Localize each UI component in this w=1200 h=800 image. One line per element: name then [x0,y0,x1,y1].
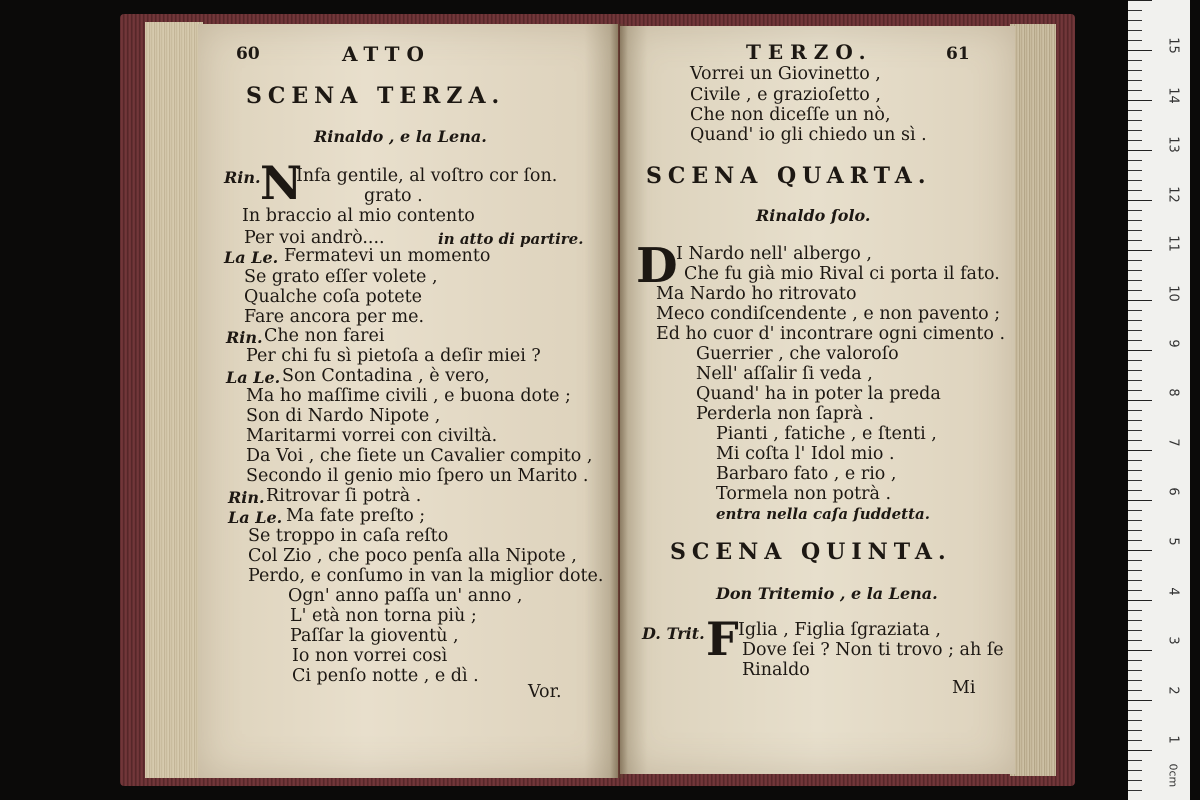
verse-line: Io non vorrei così [292,646,448,666]
dropcap-n: N [260,156,303,210]
verse-line: Perderla non ſaprà . [696,404,874,424]
verse-line: Che non diceſſe un nò, [690,105,891,125]
verse-line: Qualche coſa potete [244,287,422,307]
ruler-number: 9 [1165,338,1181,348]
right-running-head: TERZO. [746,40,873,64]
speaker-label: Rin. [226,328,263,347]
stage-direction: in atto di partire. [438,230,584,248]
ruler-number: 2 [1165,686,1181,695]
verse-line: I Nardo nell' albergo , [676,244,872,264]
right-page-number: 61 [946,44,970,64]
ruler-number: 8 [1165,388,1181,397]
verse-line: Quand' ha in poter la preda [696,384,941,404]
ruler-unit: 0cm [1166,763,1180,788]
verse-line: Pianti , fatiche , e ſtenti , [716,424,937,444]
scene-quarta-cast: Rinaldo ſolo. [756,206,871,225]
verse-line: Fermatevi un momento [284,246,491,266]
verse-line: Ci penſo notte , e dì . [292,666,479,686]
verse-line: Son di Nardo Nipote , [246,406,441,426]
book-gutter [610,24,628,778]
verse-line: Dove ſei ? Non ti trovo ; ah ſe [742,640,1004,660]
catchword-left: Vor. [528,682,562,702]
page-edges-right [1010,24,1056,776]
verse-line: Guerrier , che valoroſo [696,344,899,364]
ruler-number: 14 [1165,86,1181,104]
speaker-label: La Le. [228,508,283,527]
speaker-label: Rin. [228,488,265,507]
verse-line: Se troppo in caſa reſto [248,526,449,546]
verse-line: Civile , e grazioſetto , [690,85,881,105]
speaker-label: Rin. [224,168,261,187]
verse-line: Secondo il genio mio ſpero un Marito . [246,466,589,486]
ruler-number: 5 [1165,537,1181,546]
ruler-number: 13 [1165,136,1181,153]
ruler-number: 10 [1165,285,1181,302]
left-page-number: 60 [236,44,260,64]
dropcap-f: F [706,612,739,666]
verse-line: Fare ancora per me. [244,307,425,327]
ruler-number: 12 [1165,186,1181,203]
verse-line: Da Voi , che ſiete un Cavalier compito , [246,446,593,466]
verse-line: Infa gentile, al voſtro cor ſon. [296,166,558,186]
verse-line: Che fu già mio Rival ci porta il fato. [684,264,1000,284]
verse-line: Son Contadina , è vero, [282,366,490,386]
verse-line: Per voi andrò.... [244,228,385,248]
speaker-label: La Le. [226,368,281,387]
verse-line: Vorrei un Giovinetto , [690,64,881,84]
verse-line: Ritrovar ſi potrà . [266,486,422,506]
catchword-right: Mi [952,678,976,698]
scene-terza-title: SCENA TERZA. [246,83,506,109]
ruler-number: 15 [1165,37,1181,54]
verse-line: Iglia , Figlia ſgraziata , [738,620,941,640]
page-edges-left [145,22,203,778]
verse-line: Ma fate preſto ; [286,506,426,526]
verse-line: Che non farei [264,326,385,346]
ruler-ticks [1128,0,1152,800]
verse-line: Ogn' anno paſſa un' anno , [288,586,523,606]
verse-line: L' età non torna più ; [290,606,477,626]
verse-line: Rinaldo [742,660,810,680]
dropcap-d: D [636,238,678,294]
verse-line: Meco condiſcendente , e non pavento ; [656,304,1001,324]
ruler-number: 11 [1165,235,1181,253]
scene-terza-cast: Rinaldo , e la Lena. [314,127,487,146]
scene-quinta-cast: Don Tritemio , e la Lena. [716,584,938,603]
verse-line: Tormela non potrà . [716,484,892,504]
ruler-number: 3 [1165,636,1181,645]
stage-direction: entra nella caſa ſuddetta. [716,505,930,523]
ruler-number: 4 [1165,586,1181,596]
speaker-label: La Le. [224,248,279,267]
verse-line: Ma ho maſſime civili , e buona dote ; [246,386,571,406]
verse-line: In braccio al mio contento [242,206,475,226]
ruler-number: 6 [1165,487,1181,497]
verse-line: Ma Nardo ho ritrovato [656,284,857,304]
verse-line: Paſſar la gioventù , [290,626,459,646]
ruler-number: 7 [1165,438,1181,447]
ruler-number: 1 [1165,735,1181,745]
verse-line: Perdo, e conſumo in van la miglior dote. [248,566,604,586]
scene-quarta-title: SCENA QUARTA. [646,163,932,189]
speaker-label: D. Trit. [642,624,705,643]
verse-line: Maritarmi vorrei con civiltà. [246,426,498,446]
verse-line: Nell' aſſalir ſi veda , [696,364,873,384]
verse-line: Quand' io gli chiedo un sì . [690,125,927,145]
verse-line: Barbaro fato , e rio , [716,464,897,484]
verse-line: grato . [364,186,423,206]
verse-line: Per chi fu sì pietoſa a deſir miei ? [246,346,541,366]
left-running-head: ATTO [342,42,431,66]
scene-quinta-title: SCENA QUINTA. [670,539,952,565]
verse-line: Ed ho cuor d' incontrare ogni cimento . [656,324,1006,344]
verse-line: Col Zio , che poco penſa alla Nipote , [248,546,577,566]
verse-line: Mi coſta l' Idol mio . [716,444,895,464]
verse-line: Se grato eſſer volete , [244,267,438,287]
